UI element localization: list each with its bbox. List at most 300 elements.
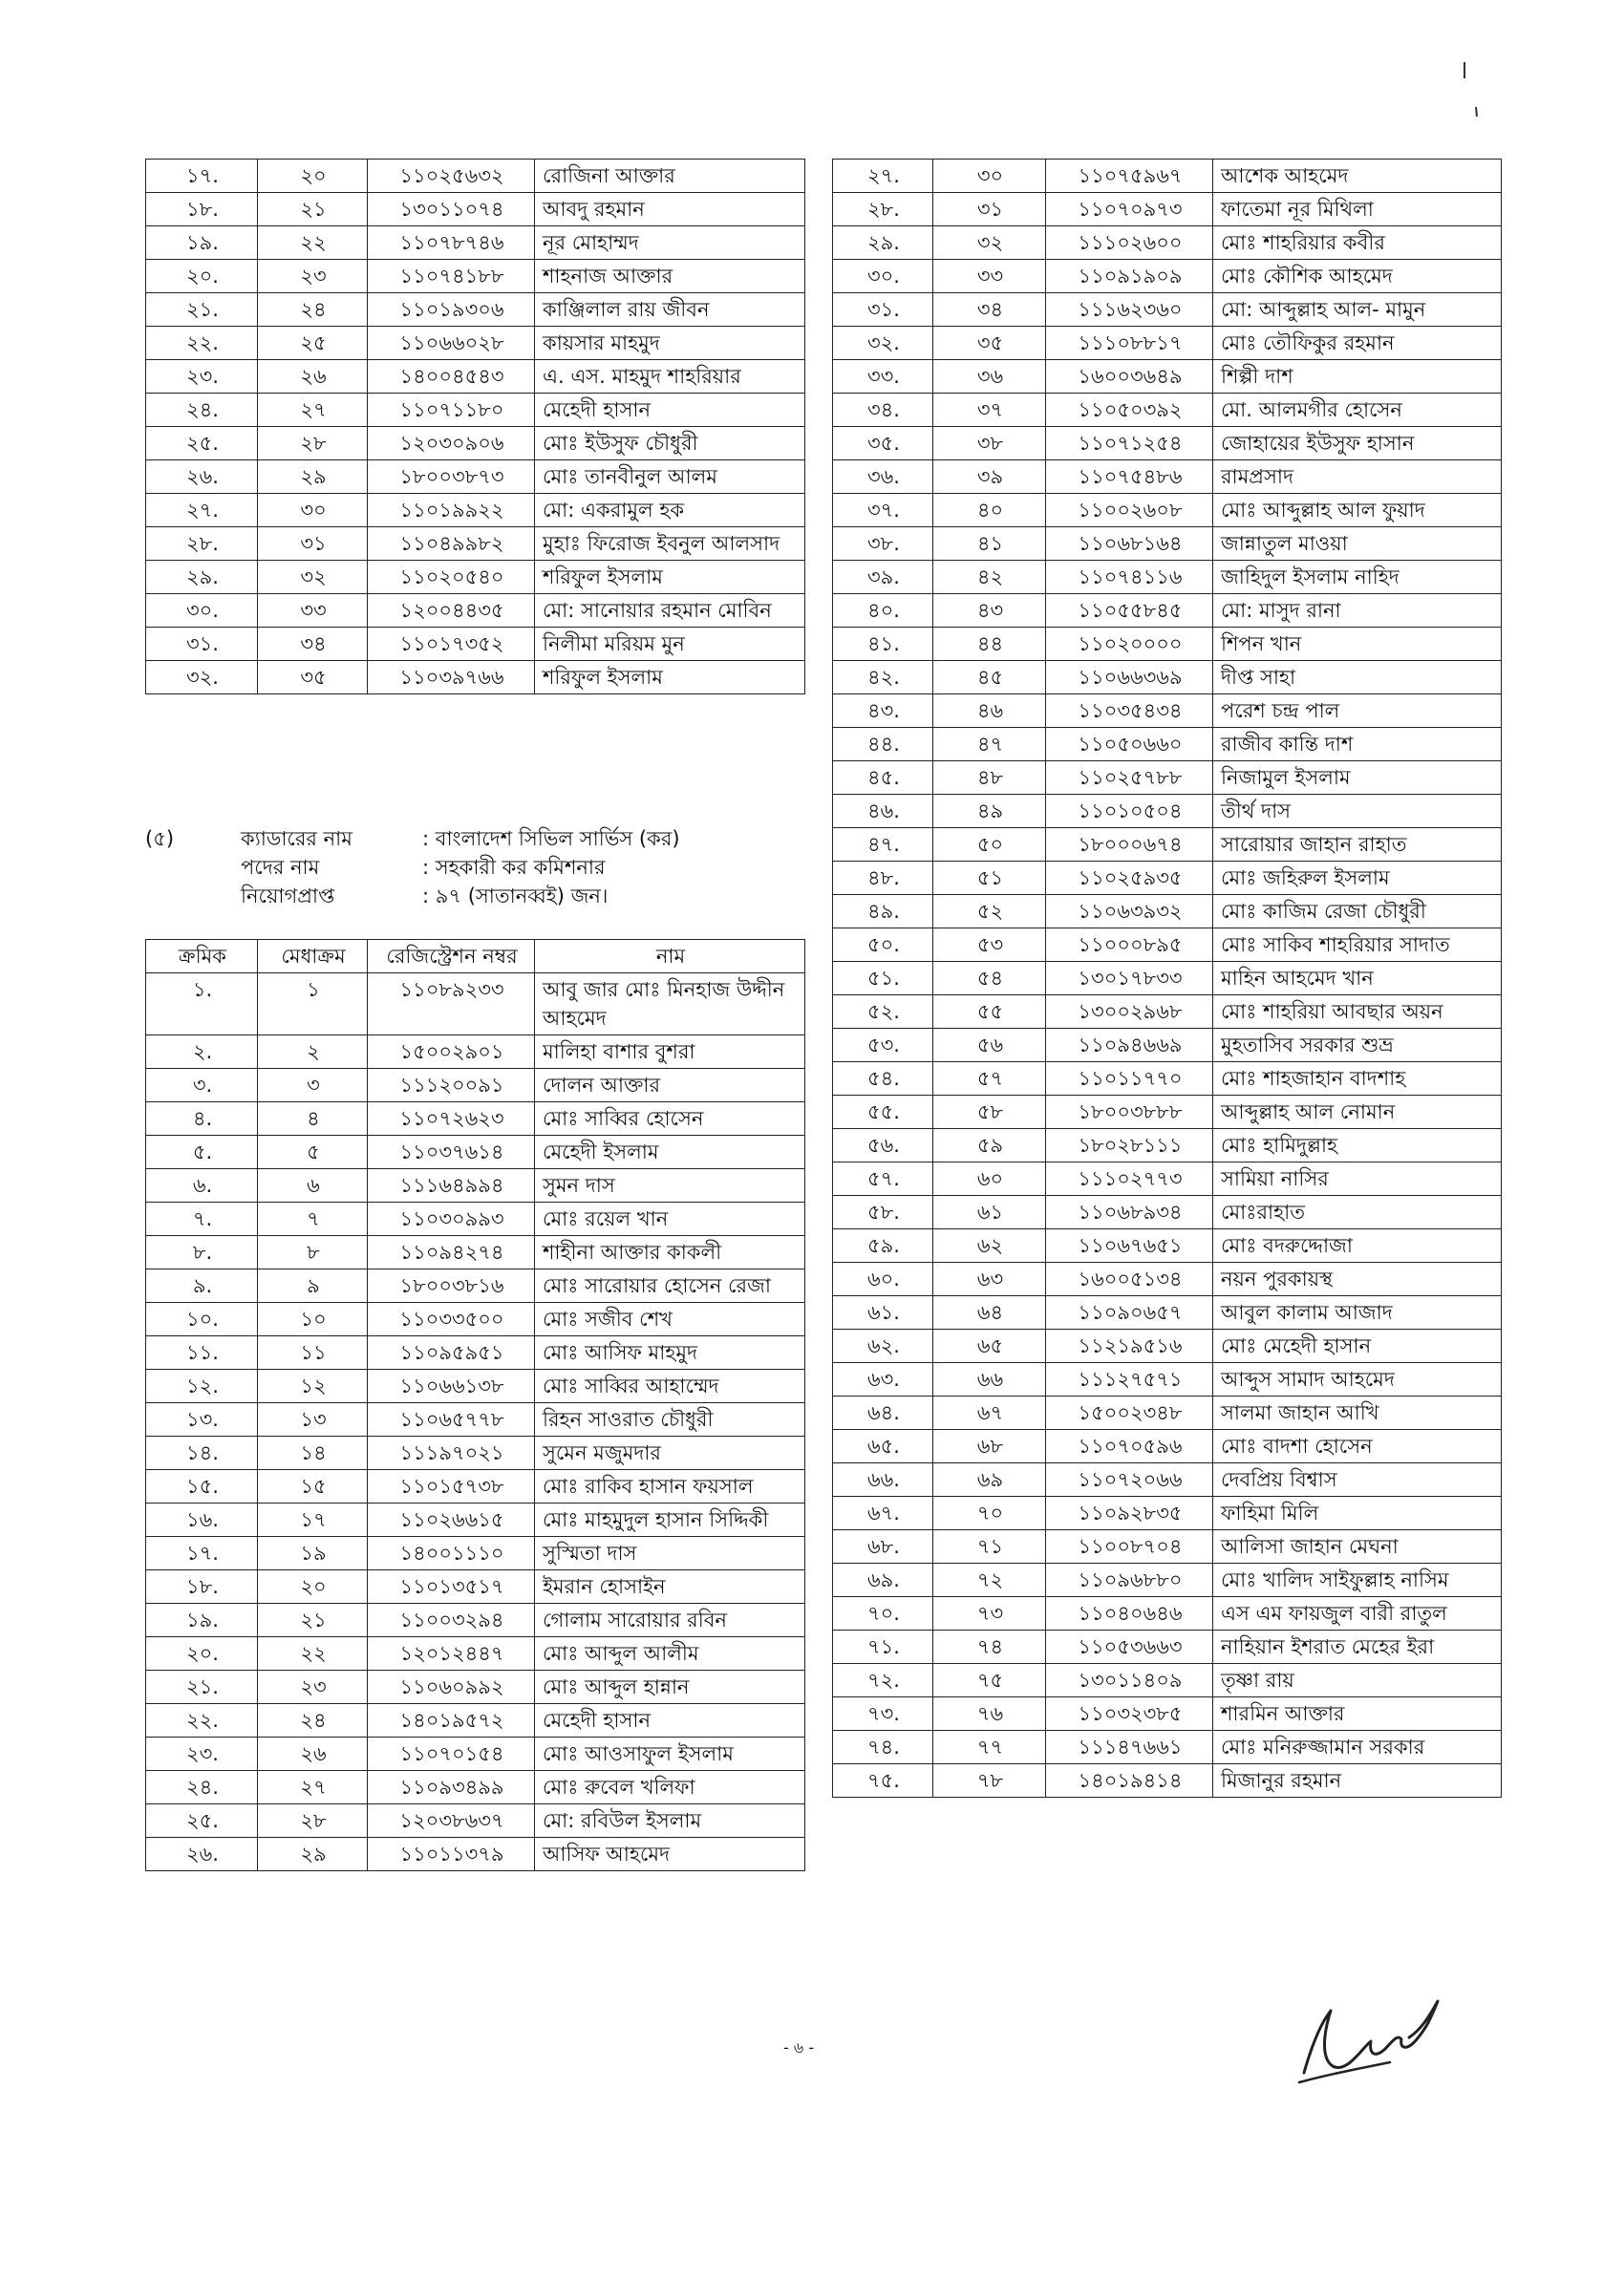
- table-row: [833, 828, 1502, 862]
- merit-cell: ৭৬: [933, 1697, 1046, 1731]
- registration-cell: ১১০৩০৯৯৩: [368, 1203, 535, 1236]
- merit-cell: ৩৩: [258, 594, 368, 628]
- table-row: [146, 1136, 805, 1169]
- table-row: [833, 1463, 1502, 1497]
- serial-cell: ২৮.: [833, 193, 933, 226]
- serial-cell: ৬৪.: [833, 1397, 933, 1430]
- name-cell: রোজিনা আক্তার: [535, 160, 805, 193]
- name-cell: মোঃ সারোয়ার হোসেন রেজা: [535, 1269, 805, 1303]
- table-row: [833, 661, 1502, 694]
- merit-cell: ৮: [258, 1236, 368, 1269]
- name-cell: মোঃ আওসাফুল ইসলাম: [535, 1738, 805, 1771]
- merit-cell: ৩: [258, 1069, 368, 1102]
- merit-cell: ২১: [258, 193, 368, 226]
- merit-cell: ৩৫: [258, 661, 368, 694]
- table-row: [833, 460, 1502, 494]
- name-cell: মোঃ তানবীনুল আলম: [535, 460, 805, 494]
- table-row: [833, 193, 1502, 226]
- registration-cell: ১১০২০০০০: [1046, 628, 1213, 661]
- table-row: [833, 1597, 1502, 1631]
- registration-cell: ১১০৯৪২৭৪: [368, 1236, 535, 1269]
- serial-cell: ১৫.: [146, 1470, 258, 1504]
- registration-cell: ১১০২৬৬১৫: [368, 1504, 535, 1537]
- merit-table-right-body: [833, 160, 1502, 1798]
- name-cell: মোঃ সাকিব শাহরিয়ার সাদাত: [1213, 928, 1502, 962]
- name-cell: আলিসা জাহান মেঘনা: [1213, 1530, 1502, 1564]
- name-cell: কায়সার মাহমুদ: [535, 327, 805, 360]
- table-row: [146, 226, 805, 260]
- merit-cell: ৫: [258, 1136, 368, 1169]
- table-row: [146, 1504, 805, 1537]
- name-cell: নূর মোহাম্মদ: [535, 226, 805, 260]
- table-row: [146, 1771, 805, 1804]
- registration-cell: ১১০৪৯৯৮২: [368, 527, 535, 561]
- table-row: [833, 694, 1502, 728]
- table-row: [146, 193, 805, 226]
- table-row: [833, 1497, 1502, 1530]
- registration-cell: ১১০১০৫০৪: [1046, 795, 1213, 828]
- table-row: [833, 962, 1502, 995]
- name-cell: মাহিন আহমেদ খান: [1213, 962, 1502, 995]
- merit-cell: ২০: [258, 160, 368, 193]
- table-row: [833, 1430, 1502, 1463]
- table-row: [833, 527, 1502, 561]
- merit-cell: ৪২: [933, 561, 1046, 594]
- merit-cell: ১১: [258, 1336, 368, 1370]
- serial-cell: ১৬.: [146, 1504, 258, 1537]
- merit-cell: ৩২: [258, 561, 368, 594]
- table-row: [146, 460, 805, 494]
- serial-cell: ৫২.: [833, 995, 933, 1029]
- merit-cell: ৬৩: [933, 1263, 1046, 1296]
- registration-cell: ১৮০০৩৮৭৩: [368, 460, 535, 494]
- table-row: [146, 1336, 805, 1370]
- serial-cell: ৪৬.: [833, 795, 933, 828]
- registration-cell: ১৫০০২৯০১: [368, 1035, 535, 1069]
- merit-cell: ২৮: [258, 427, 368, 460]
- merit-cell: ১৩: [258, 1403, 368, 1437]
- registration-cell: ১১০৯১৯০৯: [1046, 260, 1213, 293]
- merit-cell: ৬৭: [933, 1397, 1046, 1430]
- name-cell: মোঃ হামিদুল্লাহ: [1213, 1129, 1502, 1162]
- merit-cell: ৩৫: [933, 327, 1046, 360]
- name-cell: এস এম ফায়জুল বারী রাতুল: [1213, 1597, 1502, 1631]
- name-cell: শরিফুল ইসলাম: [535, 661, 805, 694]
- name-cell: তৃষ্ণা রায়: [1213, 1664, 1502, 1697]
- table-row: [146, 1671, 805, 1704]
- name-cell: পরেশ চন্দ্র পাল: [1213, 694, 1502, 728]
- merit-cell: ৪১: [933, 527, 1046, 561]
- registration-cell: ১১১৬২৩৬০: [1046, 293, 1213, 327]
- merit-cell: ৫৩: [933, 928, 1046, 962]
- signature-image: [1294, 1982, 1447, 2087]
- serial-cell: ২৫.: [146, 427, 258, 460]
- merit-cell: ৪৩: [933, 594, 1046, 628]
- table-row: [833, 427, 1502, 460]
- name-cell: মো: সানোয়ার রহমান মোবিন: [535, 594, 805, 628]
- name-cell: মোঃ আব্দুল হান্নান: [535, 1671, 805, 1704]
- serial-cell: ৩০.: [146, 594, 258, 628]
- registration-cell: ১৪০১৯৫৭২: [368, 1704, 535, 1738]
- serial-cell: ৩৩.: [833, 360, 933, 394]
- serial-cell: ৩৫.: [833, 427, 933, 460]
- serial-cell: ১৭.: [146, 1537, 258, 1570]
- merit-cell: ৩১: [258, 527, 368, 561]
- table-row: [146, 1269, 805, 1303]
- name-cell: নিজামুল ইসলাম: [1213, 761, 1502, 795]
- registration-cell: ১১১২৭৫৭১: [1046, 1363, 1213, 1397]
- merit-cell: ৩০: [258, 494, 368, 527]
- registration-cell: ১১০৯৪৬৬৯: [1046, 1029, 1213, 1062]
- name-cell: মোঃ মনিরুজ্জামান সরকার: [1213, 1731, 1502, 1764]
- name-cell: মুহতাসিব সরকার শুভ্র: [1213, 1029, 1502, 1062]
- registration-cell: ১১০৭০১৫৪: [368, 1738, 535, 1771]
- serial-cell: ৫৭.: [833, 1162, 933, 1196]
- serial-cell: ৩৮.: [833, 527, 933, 561]
- name-cell: মেহেদী হাসান: [535, 1704, 805, 1738]
- merit-cell: ১৪: [258, 1437, 368, 1470]
- name-cell: ইমরান হোসাইন: [535, 1570, 805, 1604]
- registration-cell: ১১০৭২০৬৬: [1046, 1463, 1213, 1497]
- table-row: [146, 594, 805, 628]
- serial-cell: ১০.: [146, 1303, 258, 1336]
- serial-cell: ১২.: [146, 1370, 258, 1403]
- name-cell: মোঃ আব্দুল্লাহ আল ফুয়াদ: [1213, 494, 1502, 527]
- post-value: : সহকারী কর কমিশনার: [422, 856, 606, 879]
- registration-cell: ১১০৯০৬৫৭: [1046, 1296, 1213, 1330]
- table-row: [146, 1637, 805, 1671]
- table-row: [146, 1604, 805, 1637]
- serial-cell: ১৯.: [146, 1604, 258, 1637]
- merit-cell: ৩৯: [933, 460, 1046, 494]
- registration-cell: ১১০০৮৭০৪: [1046, 1530, 1213, 1564]
- table-row: [833, 1731, 1502, 1764]
- name-cell: মোঃ সজীব শেখ: [535, 1303, 805, 1336]
- serial-cell: ১৮.: [146, 193, 258, 226]
- registration-cell: ১৩০১১০৭৪: [368, 193, 535, 226]
- table-row: [833, 1363, 1502, 1397]
- serial-cell: ৩৪.: [833, 394, 933, 427]
- merit-cell: ৫৮: [933, 1096, 1046, 1129]
- serial-cell: ২৯.: [146, 561, 258, 594]
- name-cell: জান্নাতুল মাওয়া: [1213, 527, 1502, 561]
- appointed-value: : ৯৭ (সাতানব্বই) জন।: [422, 885, 609, 907]
- table-row: [146, 394, 805, 427]
- registration-cell: ১১০৯৩৪৯৯: [368, 1771, 535, 1804]
- registration-cell: ১১০৫০৩৯২: [1046, 394, 1213, 427]
- table-row: [146, 527, 805, 561]
- serial-cell: ৪১.: [833, 628, 933, 661]
- table-row: [833, 1764, 1502, 1798]
- name-cell: দেবপ্রিয় বিশ্বাস: [1213, 1463, 1502, 1497]
- serial-cell: ৬৭.: [833, 1497, 933, 1530]
- serial-cell: ৭০.: [833, 1597, 933, 1631]
- name-cell: সামিয়া নাসির: [1213, 1162, 1502, 1196]
- registration-cell: ১১১৪৭৬৬১: [1046, 1731, 1213, 1764]
- serial-cell: ৩৬.: [833, 460, 933, 494]
- registration-cell: ১১২১৯৫১৬: [1046, 1330, 1213, 1363]
- name-cell: রামপ্রসাদ: [1213, 460, 1502, 494]
- registration-cell: ১৮০২৮১১১: [1046, 1129, 1213, 1162]
- registration-cell: ১১০৬৬০২৮: [368, 327, 535, 360]
- serial-cell: ৪০.: [833, 594, 933, 628]
- name-cell: মোঃ সাব্বির আহাম্মেদ: [535, 1370, 805, 1403]
- serial-cell: ৫৩.: [833, 1029, 933, 1062]
- registration-cell: ১১০৩৯৭৬৬: [368, 661, 535, 694]
- serial-cell: ১৮.: [146, 1570, 258, 1604]
- name-cell: শিপন খান: [1213, 628, 1502, 661]
- name-cell: মোঃ মাহমুদুল হাসান সিদ্দিকী: [535, 1504, 805, 1537]
- cadre-value: : বাংলাদেশ সিভিল সার্ভিস (কর): [422, 827, 680, 850]
- registration-cell: ১১০৯৬৮৮০: [1046, 1564, 1213, 1597]
- merit-cell: ৭: [258, 1203, 368, 1236]
- table-row: [146, 1370, 805, 1403]
- name-cell: সুমেন মজুমদার: [535, 1437, 805, 1470]
- merit-cell: ৬১: [933, 1196, 1046, 1229]
- serial-cell: ৯.: [146, 1269, 258, 1303]
- table-row: [146, 1102, 805, 1136]
- merit-cell: ২৪: [258, 293, 368, 327]
- name-cell: মোঃ কাজিম রেজা চৌধুরী: [1213, 895, 1502, 928]
- serial-cell: ৬৮.: [833, 1530, 933, 1564]
- merit-cell: ১৭: [258, 1504, 368, 1537]
- serial-cell: ৩৭.: [833, 494, 933, 527]
- name-cell: মো: রবিউল ইসলাম: [535, 1804, 805, 1838]
- serial-cell: ৩০.: [833, 260, 933, 293]
- merit-cell: ৫৬: [933, 1029, 1046, 1062]
- name-cell: মিজানুর রহমান: [1213, 1764, 1502, 1798]
- registration-cell: ১১০৭১২৫৪: [1046, 427, 1213, 460]
- name-cell: মোঃ সাব্বির হোসেন: [535, 1102, 805, 1136]
- table-row: [146, 1035, 805, 1069]
- serial-cell: ৫১.: [833, 962, 933, 995]
- name-cell: মো: একরামুল হক: [535, 494, 805, 527]
- table-row: [146, 360, 805, 394]
- name-cell: সুমন দাস: [535, 1169, 805, 1203]
- serial-cell: ৫৬.: [833, 1129, 933, 1162]
- table-row: [833, 795, 1502, 828]
- merit-cell: ৩৮: [933, 427, 1046, 460]
- table-row: [833, 1263, 1502, 1296]
- name-cell: জোহায়ের ইউসুফ হাসান: [1213, 427, 1502, 460]
- registration-cell: ১১০৭০৫৯৬: [1046, 1430, 1213, 1463]
- registration-cell: ১১০০৩২৯৪: [368, 1604, 535, 1637]
- serial-cell: ৮.: [146, 1236, 258, 1269]
- name-cell: আব্দুস সামাদ আহমেদ: [1213, 1363, 1502, 1397]
- registration-cell: ১১০৫৫৮৪৫: [1046, 594, 1213, 628]
- name-cell: নয়ন পুরকায়স্থ: [1213, 1263, 1502, 1296]
- serial-cell: ৪৯.: [833, 895, 933, 928]
- merit-cell: ৫৯: [933, 1129, 1046, 1162]
- table-row: [146, 1169, 805, 1203]
- serial-cell: ৬৫.: [833, 1430, 933, 1463]
- name-cell: আশেক আহমেদ: [1213, 160, 1502, 193]
- registration-cell: ১৪০০৪৫৪৩: [368, 360, 535, 394]
- merit-cell: ৪৪: [933, 628, 1046, 661]
- name-cell: সালমা জাহান আখি: [1213, 1397, 1502, 1430]
- merit-cell: ৫৪: [933, 962, 1046, 995]
- name-cell: দোলন আক্তার: [535, 1069, 805, 1102]
- table-row: [833, 293, 1502, 327]
- name-cell: মালিহা বাশার বুশরা: [535, 1035, 805, 1069]
- name-cell: মোঃ আব্দুল আলীম: [535, 1637, 805, 1671]
- table-row: [146, 494, 805, 527]
- merit-cell: ৬২: [933, 1229, 1046, 1263]
- registration-cell: ১৮০০৩৮১৬: [368, 1269, 535, 1303]
- serial-cell: ৫৪.: [833, 1062, 933, 1096]
- table-row: [146, 1838, 805, 1871]
- serial-cell: ২৪.: [146, 394, 258, 427]
- serial-cell: ৪৪.: [833, 728, 933, 761]
- table-row: [833, 1296, 1502, 1330]
- serial-cell: ২২.: [146, 1704, 258, 1738]
- merit-cell: ৬৮: [933, 1430, 1046, 1463]
- merit-cell: ৬৪: [933, 1296, 1046, 1330]
- registration-cell: ১১০১১৩৭৯: [368, 1838, 535, 1871]
- merit-cell: ৬: [258, 1169, 368, 1203]
- serial-cell: ১১.: [146, 1336, 258, 1370]
- table-row: [833, 360, 1502, 394]
- serial-cell: ৪.: [146, 1102, 258, 1136]
- table-row: [833, 1196, 1502, 1229]
- table-row: [833, 1096, 1502, 1129]
- merit-cell: ১৯: [258, 1537, 368, 1570]
- name-cell: মো: মাসুদ রানা: [1213, 594, 1502, 628]
- merit-cell: ২৮: [258, 1804, 368, 1838]
- name-cell: নাহিয়ান ইশরাত মেহের ইরা: [1213, 1631, 1502, 1664]
- table-row: [833, 895, 1502, 928]
- registration-cell: ১২০১২৪৪৭: [368, 1637, 535, 1671]
- name-cell: মোঃ শাহরিয়া আবছার অয়ন: [1213, 995, 1502, 1029]
- registration-cell: ১১০৬০৯৯২: [368, 1671, 535, 1704]
- serial-cell: ৬৯.: [833, 1564, 933, 1597]
- table-row: [146, 1704, 805, 1738]
- merit-table-right: [832, 159, 1502, 1798]
- name-cell: শাহনাজ আক্তার: [535, 260, 805, 293]
- table-row: [146, 1470, 805, 1504]
- merit-cell: ৪৫: [933, 661, 1046, 694]
- merit-cell: ৪৯: [933, 795, 1046, 828]
- registration-cell: ১১০৯২৮৩৫: [1046, 1497, 1213, 1530]
- margin-marks: [1457, 57, 1485, 124]
- serial-cell: ৫০.: [833, 928, 933, 962]
- merit-cell: ৭৪: [933, 1631, 1046, 1664]
- table-row: [833, 761, 1502, 795]
- name-cell: রাজীব কান্তি দাশ: [1213, 728, 1502, 761]
- col-header-merit: মেধাক্রম: [258, 940, 368, 973]
- serial-cell: ৫.: [146, 1136, 258, 1169]
- serial-cell: ৬৬.: [833, 1463, 933, 1497]
- name-cell: মেহেদী ইসলাম: [535, 1136, 805, 1169]
- registration-cell: ১১০৯৫৯৫১: [368, 1336, 535, 1370]
- registration-cell: ১১০৩২৩৮৫: [1046, 1697, 1213, 1731]
- name-cell: শরিফুল ইসলাম: [535, 561, 805, 594]
- serial-cell: ৬.: [146, 1169, 258, 1203]
- name-cell: আবুল কালাম আজাদ: [1213, 1296, 1502, 1330]
- page-number: - ৬ -: [783, 2038, 815, 2057]
- merit-cell: ৫১: [933, 862, 1046, 895]
- table-row: [146, 661, 805, 694]
- merit-cell: ২৬: [258, 360, 368, 394]
- registration-cell: ১৩০০২৯৬৮: [1046, 995, 1213, 1029]
- name-cell: মোঃ শাহজাহান বাদশাহ: [1213, 1062, 1502, 1096]
- table-row: [833, 1564, 1502, 1597]
- merit-cell: ৩৬: [933, 360, 1046, 394]
- serial-cell: ৩.: [146, 1069, 258, 1102]
- table-row: [146, 427, 805, 460]
- name-cell: সারোয়ার জাহান রাহাত: [1213, 828, 1502, 862]
- serial-cell: ২৩.: [146, 1738, 258, 1771]
- serial-cell: ২৬.: [146, 1838, 258, 1871]
- registration-cell: ১১০৮৯২৩৩: [368, 973, 535, 1035]
- table-row: [146, 327, 805, 360]
- table-row: [833, 160, 1502, 193]
- merit-cell: ৩৪: [258, 628, 368, 661]
- table-row: [146, 1403, 805, 1437]
- serial-cell: ৬১.: [833, 1296, 933, 1330]
- serial-cell: ২২.: [146, 327, 258, 360]
- registration-cell: ১১০৭২৬২৩: [368, 1102, 535, 1136]
- name-cell: মেহেদী হাসান: [535, 394, 805, 427]
- merit-cell: ৩৭: [933, 394, 1046, 427]
- registration-cell: ১১১০৮৮১৭: [1046, 327, 1213, 360]
- registration-cell: ১৬০০৫১৩৪: [1046, 1263, 1213, 1296]
- table-row: [833, 260, 1502, 293]
- merit-cell: ২৬: [258, 1738, 368, 1771]
- col-header-name: নাম: [535, 940, 805, 973]
- merit-cell: ২৭: [258, 394, 368, 427]
- serial-cell: ৫৫.: [833, 1096, 933, 1129]
- merit-cell: ১০: [258, 1303, 368, 1336]
- merit-table-continued: [145, 159, 805, 694]
- registration-cell: ১১০৫৩৬৬৩: [1046, 1631, 1213, 1664]
- table-row: [146, 561, 805, 594]
- table-row: [146, 973, 805, 1035]
- registration-cell: ১৩০১৭৮৩৩: [1046, 962, 1213, 995]
- merit-cell: ৪৮: [933, 761, 1046, 795]
- serial-cell: ৭৪.: [833, 1731, 933, 1764]
- merit-table-continued-body: [146, 160, 805, 694]
- merit-cell: ২৭: [258, 1771, 368, 1804]
- registration-cell: ১১০১১৭৭০: [1046, 1062, 1213, 1096]
- serial-cell: ২৯.: [833, 226, 933, 260]
- registration-cell: ১১০৭৪১৮৮: [368, 260, 535, 293]
- merit-cell: ৫০: [933, 828, 1046, 862]
- table-row: [146, 1437, 805, 1470]
- name-cell: শারমিন আক্তার: [1213, 1697, 1502, 1731]
- serial-cell: ৫৮.: [833, 1196, 933, 1229]
- registration-cell: ১২০০৪৪৩৫: [368, 594, 535, 628]
- merit-cell: ৩২: [933, 226, 1046, 260]
- name-cell: মোঃ রাকিব হাসান ফয়সাল: [535, 1470, 805, 1504]
- merit-cell: ৫৫: [933, 995, 1046, 1029]
- table-row: [833, 928, 1502, 962]
- registration-cell: ১২০৩০৯০৬: [368, 427, 535, 460]
- name-cell: মোঃ কৌশিক আহমেদ: [1213, 260, 1502, 293]
- table-row: [833, 1397, 1502, 1430]
- serial-cell: ৩২.: [833, 327, 933, 360]
- registration-cell: ১১০৬৭৬৫১: [1046, 1229, 1213, 1263]
- registration-cell: ১১০৭৫৪৮৬: [1046, 460, 1213, 494]
- registration-cell: ১৮০০৩৮৮৮: [1046, 1096, 1213, 1129]
- merit-cell: ৪৭: [933, 728, 1046, 761]
- registration-cell: ১১০৫০৬৬০: [1046, 728, 1213, 761]
- serial-cell: ২১.: [146, 1671, 258, 1704]
- registration-cell: ১১০৬৮১৬৪: [1046, 527, 1213, 561]
- registration-cell: ১৪০১৯৪১৪: [1046, 1764, 1213, 1798]
- name-cell: মোঃরাহাত: [1213, 1196, 1502, 1229]
- name-cell: মোঃ বদরুদ্দোজা: [1213, 1229, 1502, 1263]
